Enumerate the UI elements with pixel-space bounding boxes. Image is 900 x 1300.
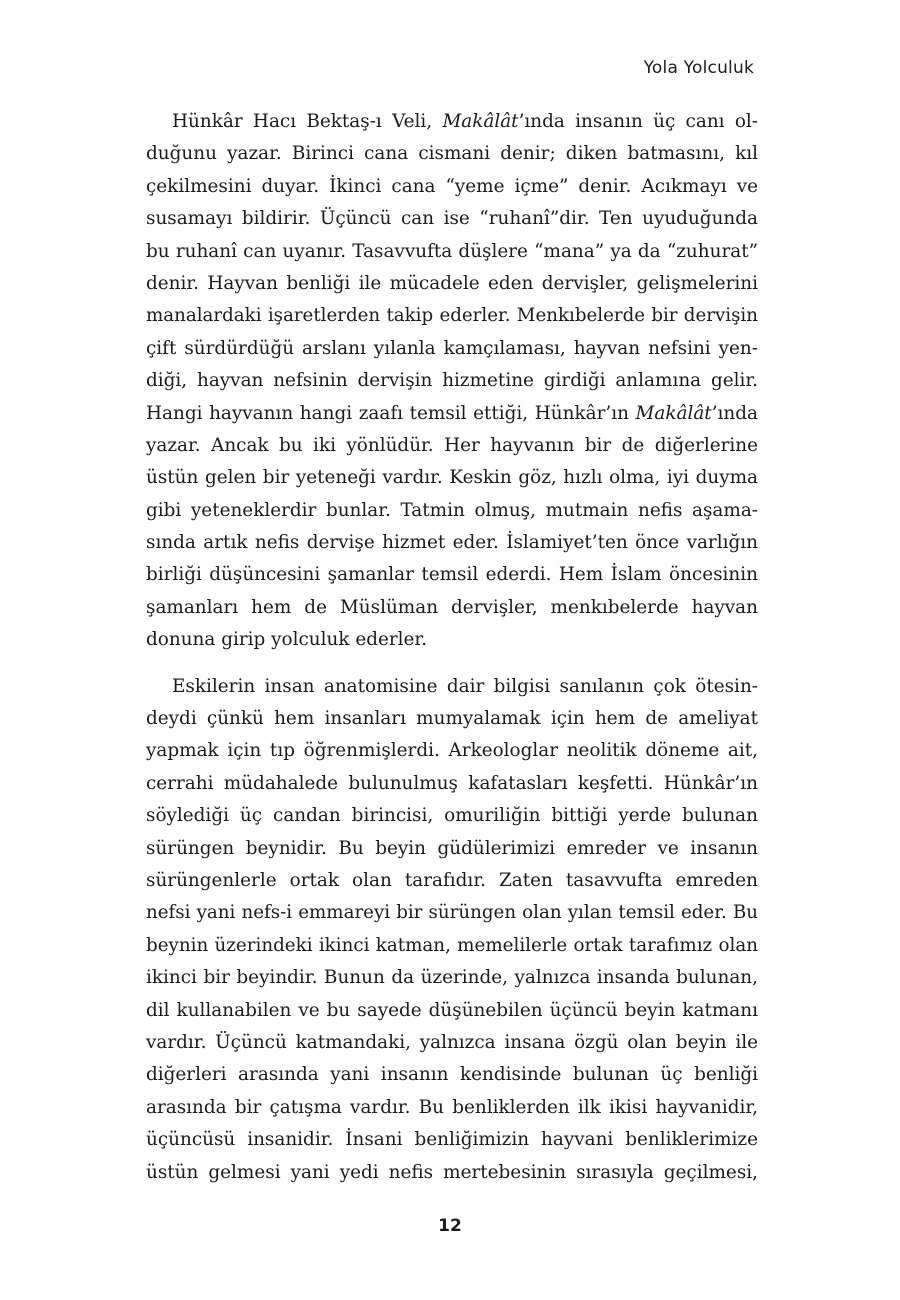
text-line: donuna girip yolculuk ederler. <box>146 629 428 651</box>
paragraph-1 <box>146 106 758 657</box>
italic-title: Makâlât <box>635 402 712 424</box>
text-line: diğerleri arasında yani insanın kendisinde bulunan üç benliği <box>146 1064 758 1086</box>
text-line: sürüngen beynidir. Bu beyin güdülerimizi emreder ve insanın <box>146 837 758 859</box>
running-head: Yola Yolculuk <box>643 58 754 78</box>
text-line: Hünkâr Hacı Bektaş-ı Veli, Makâlât’ında insanın üç canı ol- <box>172 111 758 132</box>
text-line: diği, hayvan nefsinin dervişin hizmetine girdiği anlamına gelir. <box>146 370 758 392</box>
text-line: üstün gelmesi yani yedi nefis mertebesinin sırasıyla geçilmesi, <box>146 1161 758 1183</box>
text-line: sürüngenlerle ortak olan tarafıdır. Zaten tasavvufta emreden <box>146 869 758 891</box>
text-line: dil kullanabilen ve bu sayede düşünebilen üçüncü beyin katmanı <box>146 999 758 1021</box>
text-line: çift sürdürdüğü arslanı yılanla kamçılaması, hayvan nefsini yen- <box>146 337 758 359</box>
page-number: 12 <box>438 1216 462 1236</box>
italic-title: Makâlât <box>442 111 519 132</box>
text-line: susamayı bildirir. Üçüncü can ise “ruhanî”dir. Ten uyuduğunda <box>146 208 758 230</box>
text-line: manalardaki işaretlerden takip ederler. Menkıbelerde bir dervişin <box>146 305 758 327</box>
text-line: arasında bir çatışma vardır. Bu benliklerden ilk ikisi hayvanidir, <box>146 1096 758 1118</box>
text-line: deydi çünkü hem insanları mumyalamak için hem de ameliyat <box>146 708 758 730</box>
text-line: söylediği üç candan birincisi, omuriliğin bittiği yerde bulunan <box>146 805 758 827</box>
paragraph-2 <box>146 671 758 1189</box>
text-line: üçüncüsü insanidir. İnsani benliğimizin hayvani benliklerimize <box>146 1129 758 1151</box>
text-line: sında artık nefis dervişe hizmet eder. İslamiyet’ten önce varlığın <box>146 532 758 554</box>
text-line: birliği düşüncesini şamanlar temsil ederdi. Hem İslam öncesinin <box>146 564 758 586</box>
text-line: Hangi hayvanın hangi zaafı temsil ettiği, Hünkâr’ın Makâlât’ında <box>146 402 758 424</box>
text-line: şamanları hem de Müslüman dervişler, menkıbelerde hayvan <box>146 596 758 618</box>
text-line: cerrahi müdahalede bulunulmuş kafatasları keşfetti. Hünkâr’ın <box>146 772 758 794</box>
text-line: üstün gelen bir yeteneği vardır. Keskin göz, hızlı olma, iyi duyma <box>146 467 758 489</box>
text-line: duğunu yazar. Birinci cana cismani denir; diken batmasını, kıl <box>146 143 758 165</box>
text-line: gibi yeteneklerdir bunlar. Tatmin olmuş, mutmain nefis aşama- <box>146 499 758 521</box>
text-line: ikinci bir beyindir. Bunun da üzerinde, yalnızca insanda bulunan, <box>146 967 758 989</box>
text-line: denir. Hayvan benliği ile mücadele eden dervişler, gelişmelerini <box>146 272 758 294</box>
text-line: beynin üzerindeki ikinci katman, memelilerle ortak tarafımız olan <box>146 934 758 956</box>
paragraph-gap <box>146 657 758 671</box>
text-line: bu ruhanî can uyanır. Tasavvufta düşlere “mana” ya da “zuhurat” <box>146 240 758 262</box>
text-line: çekilmesini duyar. İkinci cana “yeme içme” denir. Acıkmayı ve <box>146 175 758 197</box>
text-line: yazar. Ancak bu iki yönlüdür. Her hayvanın bir de diğerlerine <box>146 434 758 456</box>
body-text <box>146 106 758 1189</box>
text-line: nefsi yani nefs-i emmareyi bir sürüngen olan yılan temsil eder. Bu <box>146 902 758 924</box>
text-line: Eskilerin insan anatomisine dair bilgisi sanılanın çok ötesin- <box>172 675 758 697</box>
text-line: yapmak için tıp öğrenmişlerdi. Arkeologlar neolitik döneme ait, <box>146 740 758 762</box>
text-line: vardır. Üçüncü katmandaki, yalnızca insana özgü olan beyin ile <box>146 1031 758 1053</box>
